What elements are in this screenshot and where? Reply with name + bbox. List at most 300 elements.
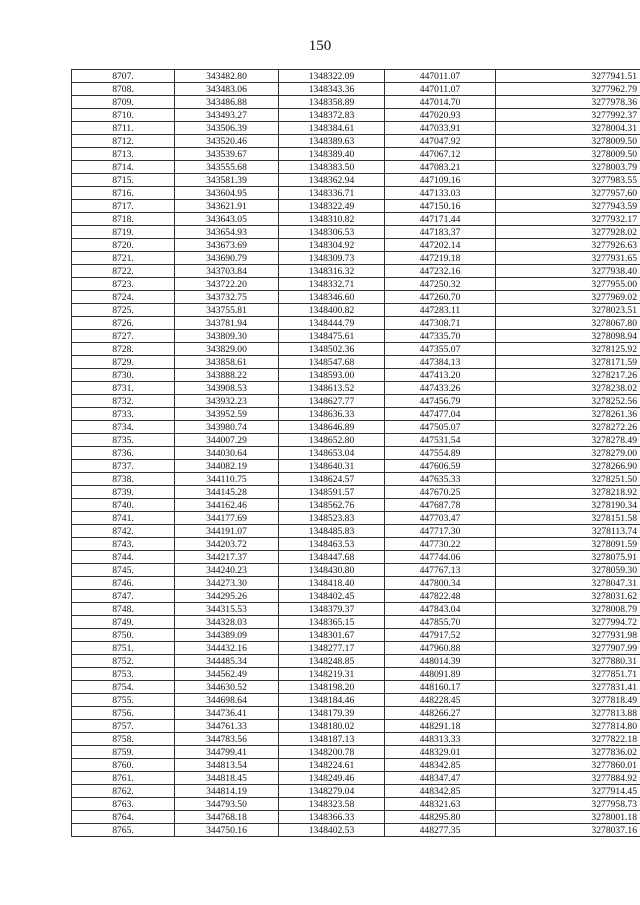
table-row bbox=[72, 603, 640, 616]
table-cell: 1348343.36 bbox=[279, 83, 385, 96]
table-cell: 1348646.89 bbox=[279, 421, 385, 434]
table-cell: 3277822.18 bbox=[496, 733, 640, 746]
table-cell: 1348372.83 bbox=[279, 109, 385, 122]
table-cell: 3278190.34 bbox=[496, 499, 640, 512]
table-cell: 8745. bbox=[72, 564, 175, 577]
table-row bbox=[72, 694, 640, 707]
table-cell: 3277928.02 bbox=[496, 226, 640, 239]
table-row bbox=[72, 551, 640, 564]
table-cell: 448291.18 bbox=[385, 720, 496, 733]
table-cell: 8732. bbox=[72, 395, 175, 408]
table-row bbox=[72, 291, 640, 304]
table-row bbox=[72, 655, 640, 668]
table-cell: 448091.89 bbox=[385, 668, 496, 681]
table-cell: 3278272.26 bbox=[496, 421, 640, 434]
table-row bbox=[72, 109, 640, 122]
table-cell: 8729. bbox=[72, 356, 175, 369]
table-row bbox=[72, 122, 640, 135]
table-cell: 8752. bbox=[72, 655, 175, 668]
table-cell: 8749. bbox=[72, 616, 175, 629]
table-cell: 1348249.46 bbox=[279, 772, 385, 785]
table-cell: 344030.64 bbox=[175, 447, 279, 460]
table-row bbox=[72, 720, 640, 733]
table-cell: 8723. bbox=[72, 278, 175, 291]
table-cell: 447308.71 bbox=[385, 317, 496, 330]
table-row bbox=[72, 772, 640, 785]
table-cell: 344750.16 bbox=[175, 824, 279, 837]
table-cell: 8714. bbox=[72, 161, 175, 174]
table-cell: 1348640.31 bbox=[279, 460, 385, 473]
table-cell: 1348624.57 bbox=[279, 473, 385, 486]
table-cell: 447171.44 bbox=[385, 213, 496, 226]
table-cell: 344240.23 bbox=[175, 564, 279, 577]
table-cell: 8757. bbox=[72, 720, 175, 733]
table-cell: 447744.06 bbox=[385, 551, 496, 564]
table-row bbox=[72, 408, 640, 421]
table-cell: 3277851.71 bbox=[496, 668, 640, 681]
table-cell: 1348636.33 bbox=[279, 408, 385, 421]
table-cell: 343673.69 bbox=[175, 239, 279, 252]
table-cell: 1348365.15 bbox=[279, 616, 385, 629]
table-cell: 343932.23 bbox=[175, 395, 279, 408]
table-cell: 448228.45 bbox=[385, 694, 496, 707]
table-cell: 1348613.52 bbox=[279, 382, 385, 395]
table-cell: 343980.74 bbox=[175, 421, 279, 434]
table-cell: 343732.75 bbox=[175, 291, 279, 304]
table-cell: 344630.52 bbox=[175, 681, 279, 694]
table-cell: 1348562.76 bbox=[279, 499, 385, 512]
table-cell: 8708. bbox=[72, 83, 175, 96]
table-row bbox=[72, 824, 640, 837]
table-cell: 447202.14 bbox=[385, 239, 496, 252]
table-cell: 344177.69 bbox=[175, 512, 279, 525]
table-cell: 343829.00 bbox=[175, 343, 279, 356]
table-cell: 3277860.01 bbox=[496, 759, 640, 772]
table-cell: 1348389.40 bbox=[279, 148, 385, 161]
table-cell: 448014.39 bbox=[385, 655, 496, 668]
table-cell: 1348591.57 bbox=[279, 486, 385, 499]
table-cell: 3278075.91 bbox=[496, 551, 640, 564]
table-cell: 3277994.72 bbox=[496, 616, 640, 629]
table-cell: 1348653.04 bbox=[279, 447, 385, 460]
table-cell: 8730. bbox=[72, 369, 175, 382]
table-cell: 3278278.49 bbox=[496, 434, 640, 447]
table-cell: 344432.16 bbox=[175, 642, 279, 655]
table-cell: 1348402.45 bbox=[279, 590, 385, 603]
table-cell: 1348447.68 bbox=[279, 551, 385, 564]
table-cell: 8753. bbox=[72, 668, 175, 681]
table-row bbox=[72, 395, 640, 408]
table-cell: 3277978.36 bbox=[496, 96, 640, 109]
table-cell: 1348523.83 bbox=[279, 512, 385, 525]
table-row bbox=[72, 590, 640, 603]
table-cell: 8754. bbox=[72, 681, 175, 694]
table-cell: 448266.27 bbox=[385, 707, 496, 720]
table-cell: 3277914.45 bbox=[496, 785, 640, 798]
table-cell: 3277880.31 bbox=[496, 655, 640, 668]
table-row bbox=[72, 278, 640, 291]
table-row bbox=[72, 798, 640, 811]
coordinates-table-body bbox=[72, 70, 640, 837]
table-cell: 1348346.60 bbox=[279, 291, 385, 304]
table-row bbox=[72, 135, 640, 148]
table-cell: 1348322.09 bbox=[279, 70, 385, 83]
table-cell: 3278171.59 bbox=[496, 356, 640, 369]
table-cell: 344799.41 bbox=[175, 746, 279, 759]
table-cell: 3278037.16 bbox=[496, 824, 640, 837]
table-cell: 3277813.88 bbox=[496, 707, 640, 720]
table-cell: 344783.56 bbox=[175, 733, 279, 746]
table-cell: 8750. bbox=[72, 629, 175, 642]
table-cell: 8762. bbox=[72, 785, 175, 798]
table-cell: 447335.70 bbox=[385, 330, 496, 343]
table-row bbox=[72, 538, 640, 551]
table-cell: 8738. bbox=[72, 473, 175, 486]
table-cell: 344761.33 bbox=[175, 720, 279, 733]
table-cell: 448313.33 bbox=[385, 733, 496, 746]
table-cell: 447232.16 bbox=[385, 265, 496, 278]
table-cell: 1348485.83 bbox=[279, 525, 385, 538]
table-cell: 8721. bbox=[72, 252, 175, 265]
table-cell: 8760. bbox=[72, 759, 175, 772]
table-cell: 8720. bbox=[72, 239, 175, 252]
table-cell: 447855.70 bbox=[385, 616, 496, 629]
table-row bbox=[72, 499, 640, 512]
table-cell: 343539.67 bbox=[175, 148, 279, 161]
table-cell: 448329.01 bbox=[385, 746, 496, 759]
table-cell: 8718. bbox=[72, 213, 175, 226]
table-cell: 447150.16 bbox=[385, 200, 496, 213]
table-cell: 448295.80 bbox=[385, 811, 496, 824]
table-cell: 3278125.92 bbox=[496, 343, 640, 356]
table-cell: 447109.16 bbox=[385, 174, 496, 187]
table-row bbox=[72, 148, 640, 161]
table-row bbox=[72, 174, 640, 187]
table-cell: 8726. bbox=[72, 317, 175, 330]
table-cell: 1348383.50 bbox=[279, 161, 385, 174]
table-cell: 1348652.80 bbox=[279, 434, 385, 447]
table-row bbox=[72, 746, 640, 759]
table-row bbox=[72, 356, 640, 369]
table-cell: 3277931.65 bbox=[496, 252, 640, 265]
table-cell: 447703.47 bbox=[385, 512, 496, 525]
table-cell: 343888.22 bbox=[175, 369, 279, 382]
table-cell: 3278266.90 bbox=[496, 460, 640, 473]
table-cell: 8761. bbox=[72, 772, 175, 785]
table-cell: 8739. bbox=[72, 486, 175, 499]
table-cell: 3277957.60 bbox=[496, 187, 640, 200]
table-row bbox=[72, 239, 640, 252]
table-cell: 3278091.59 bbox=[496, 538, 640, 551]
table-cell: 3278217.26 bbox=[496, 369, 640, 382]
table-row bbox=[72, 83, 640, 96]
table-cell: 1348332.71 bbox=[279, 278, 385, 291]
table-cell: 8741. bbox=[72, 512, 175, 525]
table-cell: 343506.39 bbox=[175, 122, 279, 135]
table-cell: 343555.68 bbox=[175, 161, 279, 174]
table-cell: 343809.30 bbox=[175, 330, 279, 343]
table-cell: 344814.19 bbox=[175, 785, 279, 798]
table-cell: 1348184.46 bbox=[279, 694, 385, 707]
table-cell: 1348316.32 bbox=[279, 265, 385, 278]
table-cell: 3278059.30 bbox=[496, 564, 640, 577]
table-cell: 447047.92 bbox=[385, 135, 496, 148]
table-cell: 447843.04 bbox=[385, 603, 496, 616]
table-cell: 8716. bbox=[72, 187, 175, 200]
table-cell: 3278008.79 bbox=[496, 603, 640, 616]
table-cell: 447355.07 bbox=[385, 343, 496, 356]
table-cell: 1348475.61 bbox=[279, 330, 385, 343]
table-cell: 8727. bbox=[72, 330, 175, 343]
table-cell: 447283.11 bbox=[385, 304, 496, 317]
table-cell: 343581.39 bbox=[175, 174, 279, 187]
table-row bbox=[72, 733, 640, 746]
table-cell: 3277938.40 bbox=[496, 265, 640, 278]
table-cell: 447456.79 bbox=[385, 395, 496, 408]
table-cell: 447635.33 bbox=[385, 473, 496, 486]
table-row bbox=[72, 486, 640, 499]
table-row bbox=[72, 161, 640, 174]
table-cell: 447730.22 bbox=[385, 538, 496, 551]
table-cell: 343755.81 bbox=[175, 304, 279, 317]
table-cell: 1348277.17 bbox=[279, 642, 385, 655]
table-cell: 344110.75 bbox=[175, 473, 279, 486]
table-cell: 3277962.79 bbox=[496, 83, 640, 96]
table-cell: 343520.46 bbox=[175, 135, 279, 148]
table-cell: 3278279.00 bbox=[496, 447, 640, 460]
table-cell: 447531.54 bbox=[385, 434, 496, 447]
table-row bbox=[72, 564, 640, 577]
table-cell: 447822.48 bbox=[385, 590, 496, 603]
table-row bbox=[72, 681, 640, 694]
table-cell: 447133.03 bbox=[385, 187, 496, 200]
table-row bbox=[72, 460, 640, 473]
table-row bbox=[72, 421, 640, 434]
table-cell: 447011.07 bbox=[385, 83, 496, 96]
table-cell: 343722.20 bbox=[175, 278, 279, 291]
table-cell: 8746. bbox=[72, 577, 175, 590]
table-cell: 1348366.33 bbox=[279, 811, 385, 824]
table-cell: 3277836.02 bbox=[496, 746, 640, 759]
table-cell: 1348198.20 bbox=[279, 681, 385, 694]
table-cell: 1348306.53 bbox=[279, 226, 385, 239]
table-cell: 8743. bbox=[72, 538, 175, 551]
table-cell: 3277992.37 bbox=[496, 109, 640, 122]
table-cell: 344273.30 bbox=[175, 577, 279, 590]
table-cell: 344217.37 bbox=[175, 551, 279, 564]
table-cell: 1348418.40 bbox=[279, 577, 385, 590]
table-cell: 8755. bbox=[72, 694, 175, 707]
table-cell: 447554.89 bbox=[385, 447, 496, 460]
table-cell: 344698.64 bbox=[175, 694, 279, 707]
table-cell: 343604.95 bbox=[175, 187, 279, 200]
table-cell: 3277907.99 bbox=[496, 642, 640, 655]
table-cell: 8711. bbox=[72, 122, 175, 135]
table-cell: 3278047.31 bbox=[496, 577, 640, 590]
table-cell: 3278151.58 bbox=[496, 512, 640, 525]
table-cell: 1348310.82 bbox=[279, 213, 385, 226]
table-cell: 8717. bbox=[72, 200, 175, 213]
table-row bbox=[72, 434, 640, 447]
table-cell: 3277941.51 bbox=[496, 70, 640, 83]
table-cell: 1348187.13 bbox=[279, 733, 385, 746]
table-cell: 3277926.63 bbox=[496, 239, 640, 252]
table-row bbox=[72, 668, 640, 681]
table-cell: 3278218.92 bbox=[496, 486, 640, 499]
table-cell: 8733. bbox=[72, 408, 175, 421]
table-cell: 344162.46 bbox=[175, 499, 279, 512]
table-cell: 447033.91 bbox=[385, 122, 496, 135]
table-cell: 8719. bbox=[72, 226, 175, 239]
table-cell: 3277818.49 bbox=[496, 694, 640, 707]
table-cell: 344315.53 bbox=[175, 603, 279, 616]
table-row bbox=[72, 811, 640, 824]
table-cell: 1348402.53 bbox=[279, 824, 385, 837]
table-row bbox=[72, 512, 640, 525]
table-row bbox=[72, 616, 640, 629]
table-row bbox=[72, 577, 640, 590]
table-cell: 3277831.41 bbox=[496, 681, 640, 694]
table-cell: 3278251.50 bbox=[496, 473, 640, 486]
table-cell: 343643.05 bbox=[175, 213, 279, 226]
table-cell: 447260.70 bbox=[385, 291, 496, 304]
table-cell: 1348627.77 bbox=[279, 395, 385, 408]
table-cell: 1348309.73 bbox=[279, 252, 385, 265]
table-cell: 447606.59 bbox=[385, 460, 496, 473]
table-cell: 8722. bbox=[72, 265, 175, 278]
table-cell: 8736. bbox=[72, 447, 175, 460]
table-cell: 3278009.50 bbox=[496, 135, 640, 148]
table-cell: 1348593.00 bbox=[279, 369, 385, 382]
table-cell: 8756. bbox=[72, 707, 175, 720]
table-cell: 3278031.62 bbox=[496, 590, 640, 603]
table-cell: 3278067.80 bbox=[496, 317, 640, 330]
table-cell: 3278023.51 bbox=[496, 304, 640, 317]
table-cell: 343486.88 bbox=[175, 96, 279, 109]
table-row bbox=[72, 759, 640, 772]
table-row bbox=[72, 642, 640, 655]
table-cell: 1348179.39 bbox=[279, 707, 385, 720]
table-cell: 344295.26 bbox=[175, 590, 279, 603]
table-cell: 8724. bbox=[72, 291, 175, 304]
table-cell: 1348379.37 bbox=[279, 603, 385, 616]
table-cell: 1348304.92 bbox=[279, 239, 385, 252]
table-cell: 1348463.53 bbox=[279, 538, 385, 551]
table-cell: 448342.85 bbox=[385, 785, 496, 798]
table-cell: 8758. bbox=[72, 733, 175, 746]
table-cell: 8763. bbox=[72, 798, 175, 811]
table-cell: 1348323.58 bbox=[279, 798, 385, 811]
table-cell: 3277943.59 bbox=[496, 200, 640, 213]
table-cell: 8735. bbox=[72, 434, 175, 447]
table-cell: 344328.03 bbox=[175, 616, 279, 629]
table-cell: 8710. bbox=[72, 109, 175, 122]
table-cell: 3277932.17 bbox=[496, 213, 640, 226]
table-cell: 448342.85 bbox=[385, 759, 496, 772]
table-cell: 344007.29 bbox=[175, 434, 279, 447]
table-cell: 344736.41 bbox=[175, 707, 279, 720]
table-cell: 448321.63 bbox=[385, 798, 496, 811]
table-cell: 447800.34 bbox=[385, 577, 496, 590]
table-cell: 3278004.31 bbox=[496, 122, 640, 135]
table-cell: 343493.27 bbox=[175, 109, 279, 122]
table-cell: 1348444.79 bbox=[279, 317, 385, 330]
table-cell: 3277958.73 bbox=[496, 798, 640, 811]
table-cell: 8715. bbox=[72, 174, 175, 187]
table-cell: 448277.35 bbox=[385, 824, 496, 837]
table-cell: 8728. bbox=[72, 343, 175, 356]
table-cell: 8740. bbox=[72, 499, 175, 512]
table-cell: 3278098.94 bbox=[496, 330, 640, 343]
table-cell: 447413.20 bbox=[385, 369, 496, 382]
table-cell: 344389.09 bbox=[175, 629, 279, 642]
table-row bbox=[72, 187, 640, 200]
table-cell: 343482.80 bbox=[175, 70, 279, 83]
table-row bbox=[72, 200, 640, 213]
table-cell: 8709. bbox=[72, 96, 175, 109]
table-row bbox=[72, 785, 640, 798]
table-cell: 447183.37 bbox=[385, 226, 496, 239]
table-cell: 343654.93 bbox=[175, 226, 279, 239]
table-cell: 1348200.78 bbox=[279, 746, 385, 759]
table-cell: 344793.50 bbox=[175, 798, 279, 811]
table-cell: 3278009.50 bbox=[496, 148, 640, 161]
table-cell: 344145.28 bbox=[175, 486, 279, 499]
table-cell: 1348430.80 bbox=[279, 564, 385, 577]
table-cell: 447011.07 bbox=[385, 70, 496, 83]
table-row bbox=[72, 473, 640, 486]
table-cell: 447505.07 bbox=[385, 421, 496, 434]
table-cell: 447433.26 bbox=[385, 382, 496, 395]
table-cell: 344768.18 bbox=[175, 811, 279, 824]
table-cell: 344485.34 bbox=[175, 655, 279, 668]
table-row bbox=[72, 343, 640, 356]
table-cell: 1348248.85 bbox=[279, 655, 385, 668]
table-cell: 1348400.82 bbox=[279, 304, 385, 317]
table-cell: 344191.07 bbox=[175, 525, 279, 538]
table-cell: 447020.93 bbox=[385, 109, 496, 122]
table-cell: 1348384.61 bbox=[279, 122, 385, 135]
table-cell: 343690.79 bbox=[175, 252, 279, 265]
table-cell: 3277955.00 bbox=[496, 278, 640, 291]
table-cell: 1348358.89 bbox=[279, 96, 385, 109]
table-cell: 8734. bbox=[72, 421, 175, 434]
table-cell: 344562.49 bbox=[175, 668, 279, 681]
table-cell: 1348336.71 bbox=[279, 187, 385, 200]
table-cell: 3277931.98 bbox=[496, 629, 640, 642]
table-cell: 447917.52 bbox=[385, 629, 496, 642]
table-cell: 1348279.04 bbox=[279, 785, 385, 798]
table-cell: 1348224.61 bbox=[279, 759, 385, 772]
table-cell: 8751. bbox=[72, 642, 175, 655]
table-cell: 1348301.67 bbox=[279, 629, 385, 642]
table-cell: 447219.18 bbox=[385, 252, 496, 265]
table-cell: 1348322.49 bbox=[279, 200, 385, 213]
table-cell: 447384.13 bbox=[385, 356, 496, 369]
table-cell: 8707. bbox=[72, 70, 175, 83]
table-row bbox=[72, 213, 640, 226]
table-cell: 8725. bbox=[72, 304, 175, 317]
table-cell: 344818.45 bbox=[175, 772, 279, 785]
table-row bbox=[72, 265, 640, 278]
table-cell: 343858.61 bbox=[175, 356, 279, 369]
table-cell: 8759. bbox=[72, 746, 175, 759]
table-cell: 447687.78 bbox=[385, 499, 496, 512]
table-cell: 8712. bbox=[72, 135, 175, 148]
table-row bbox=[72, 226, 640, 239]
table-cell: 343483.06 bbox=[175, 83, 279, 96]
table-cell: 343908.53 bbox=[175, 382, 279, 395]
